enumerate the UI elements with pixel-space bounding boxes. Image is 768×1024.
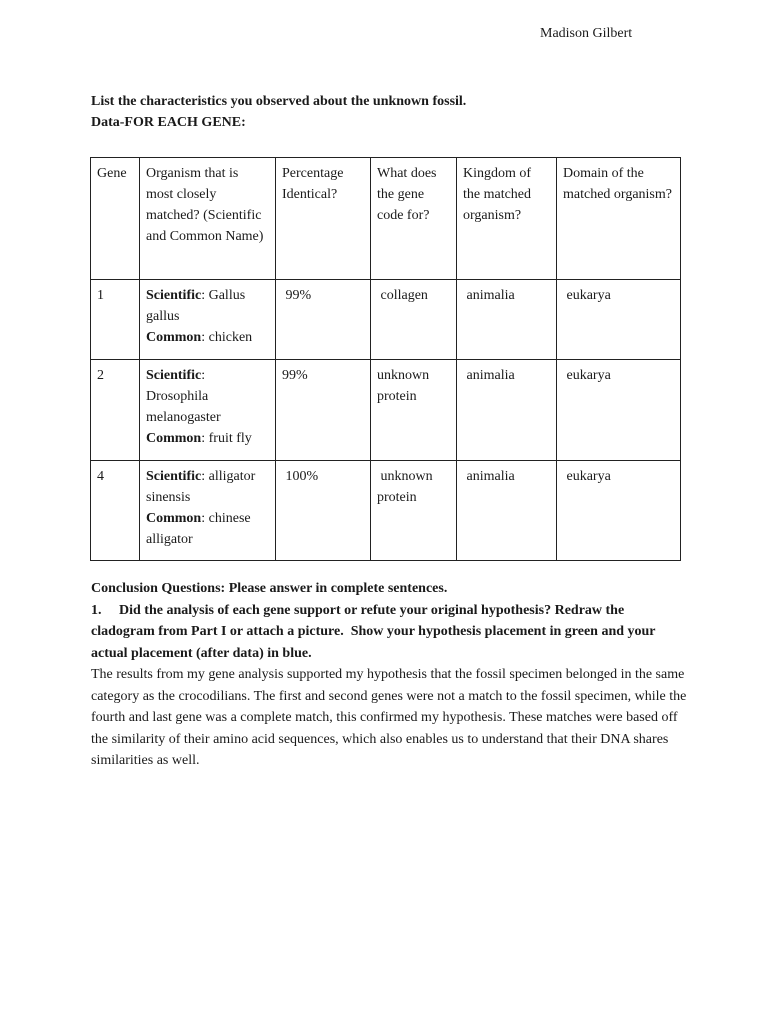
common-name: fruit fly xyxy=(208,431,252,446)
organism-cell: Scientific: Drosophila melanogaster Common: fruit fly xyxy=(140,360,276,461)
percentage-identical: 100% xyxy=(276,461,371,561)
gene-number: 2 xyxy=(91,360,140,461)
kingdom: animalia xyxy=(457,461,557,561)
organism-cell: Scientific: alligator sinensis Common: chinese alligator xyxy=(140,461,276,561)
table-row xyxy=(91,360,681,461)
gene-codes-for: unknown protein xyxy=(371,360,457,461)
table-row xyxy=(91,461,681,561)
header-gene: Gene xyxy=(91,158,140,280)
header-codes-for: What does the gene code for? xyxy=(371,158,457,280)
section-heading-data: Data-FOR EACH GENE: xyxy=(91,115,246,130)
gene-codes-for: collagen xyxy=(371,280,457,360)
common-label: Common xyxy=(146,330,202,345)
scientific-name: Gallus gallus xyxy=(146,288,246,324)
common-label: Common xyxy=(146,431,202,446)
gene-number: 4 xyxy=(91,461,140,561)
organism-cell: Scientific: Gallus gallus Common: chicken xyxy=(140,280,276,360)
header-kingdom: Kingdom of the matched organism? xyxy=(457,158,557,280)
domain: eukarya xyxy=(557,280,681,360)
conclusion-section xyxy=(91,578,691,772)
header-percentage: Percentage Identical? xyxy=(276,158,371,280)
author-name: Madison Gilbert xyxy=(540,26,633,41)
gene-number: 1 xyxy=(91,280,140,360)
header-organism: Organism that is most closely matched? (Scientific and Common Name) xyxy=(140,158,276,280)
common-label: Common xyxy=(146,511,202,526)
domain: eukarya xyxy=(557,461,681,561)
gene-codes-for: unknown protein xyxy=(371,461,457,561)
kingdom: animalia xyxy=(457,360,557,461)
gene-data-table xyxy=(90,157,681,561)
answer-1: The results from my gene analysis supported my hypothesis that the fossil specimen belonged in the same category as the crocodilians. The first and second genes were not a match to the fossil specimen, while the fourth and last gene was a complete match, this confirmed my hypothesis. These matches were based off the similarity of their amino acid sequences, which also enables us to understand that their DNA shares similarities as well. xyxy=(91,667,687,768)
section-heading-characteristics: List the characteristics you observed about the unknown fossil. xyxy=(91,94,467,109)
percentage-identical: 99% xyxy=(276,280,371,360)
question-1: 1. Did the analysis of each gene support or refute your original hypothesis? Redraw the cladogram from Part I or attach a picture. Show your hypothesis placement in green and your actual placement (after data) in blue. xyxy=(91,602,659,661)
header-domain: Domain of the matched organism? xyxy=(557,158,681,280)
table-header-row xyxy=(91,158,681,280)
common-name: chicken xyxy=(208,330,253,345)
percentage-identical: 99% xyxy=(276,360,371,461)
scientific-label: Scientific xyxy=(146,368,202,383)
common-name: chinese alligator xyxy=(146,511,251,547)
table-row xyxy=(91,280,681,360)
scientific-label: Scientific xyxy=(146,469,202,484)
conclusion-title: Conclusion Questions: Please answer in complete sentences. xyxy=(91,581,448,596)
kingdom: animalia xyxy=(457,280,557,360)
domain: eukarya xyxy=(557,360,681,461)
scientific-name: alligator sinensis xyxy=(146,469,256,505)
scientific-name: Drosophila melanogaster xyxy=(146,389,221,425)
scientific-label: Scientific xyxy=(146,288,202,303)
